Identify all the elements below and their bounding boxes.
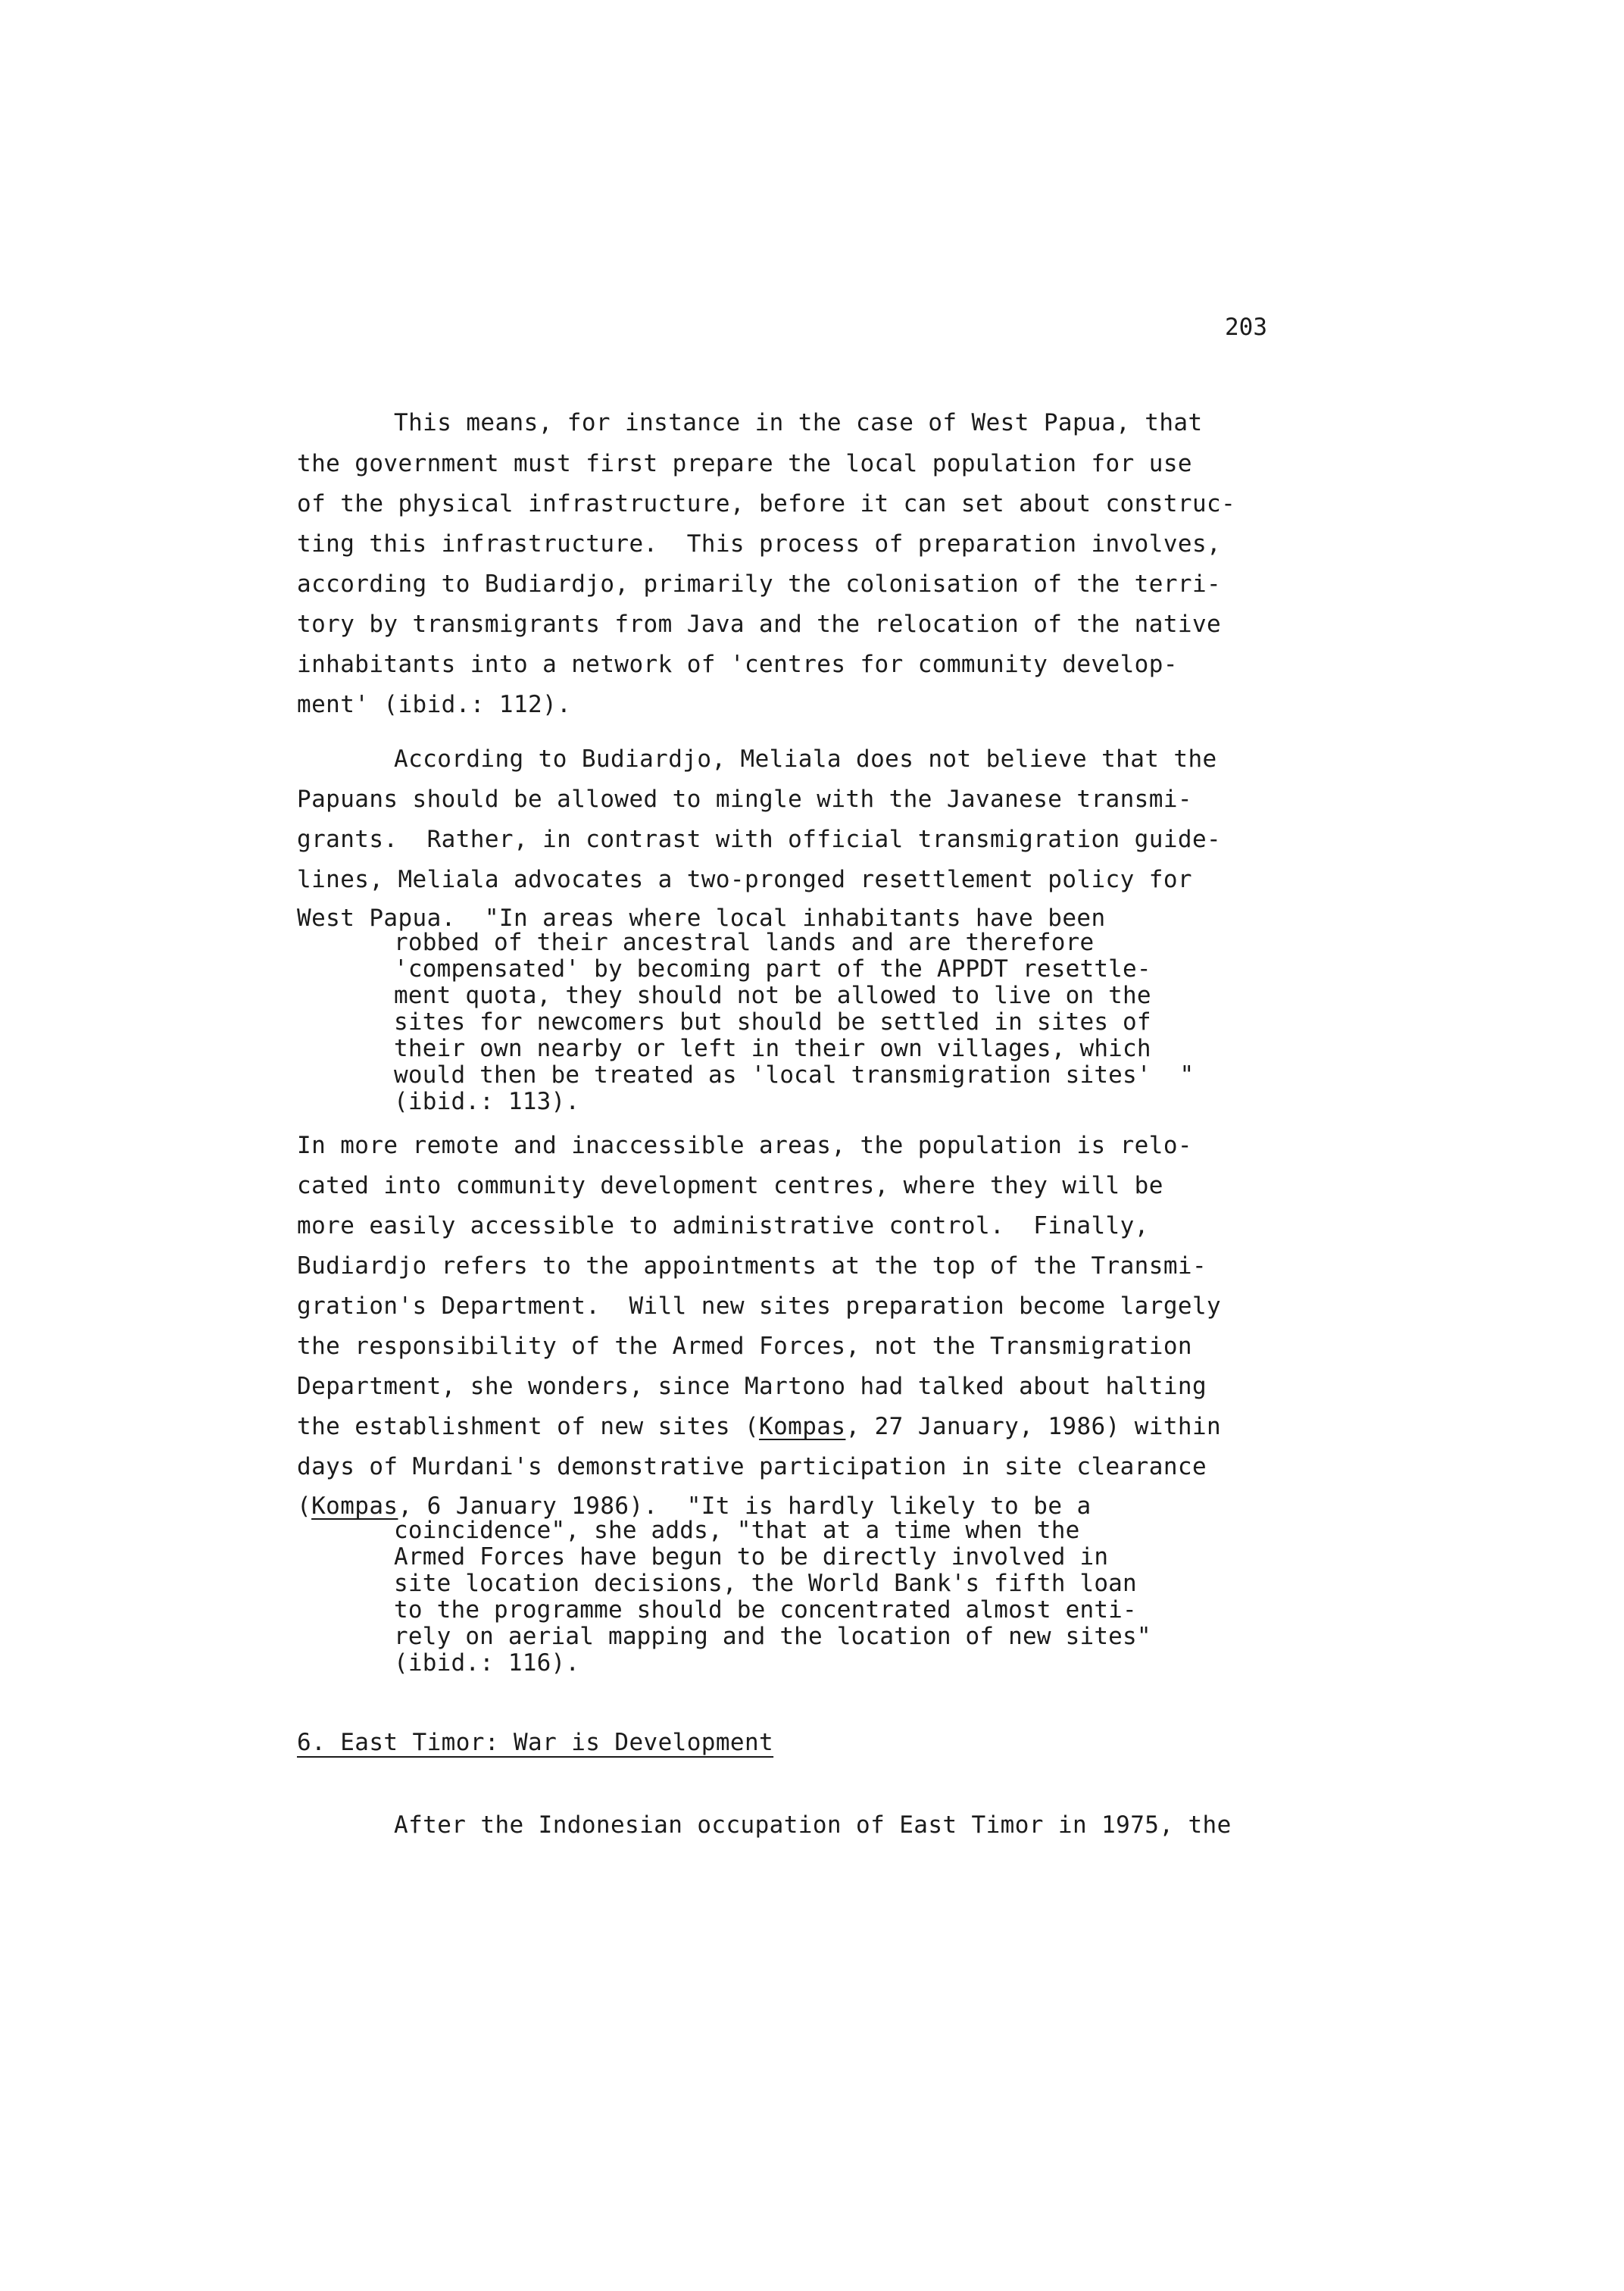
quote-line: Armed Forces have begun to be directly involved in: [394, 1543, 1109, 1571]
text-line: cated into community development centres, where they will be: [297, 1172, 1163, 1199]
text-line: West Papua. "In areas where local inhabitants have been: [297, 905, 1106, 932]
text-line: According to Budiardjo, Meliala does not believe that the: [394, 745, 1217, 773]
text-line: the government must first prepare the local population for use: [297, 450, 1192, 477]
text-line: lines, Meliala advocates a two-pronged resettlement policy for: [297, 866, 1192, 893]
quote-line: ment quota, they should not be allowed to live on the: [394, 982, 1151, 1009]
text-line: inhabitants into a network of 'centres for community develop-: [297, 651, 1178, 678]
text-line: [297, 1411, 1221, 1442]
section-heading: 6. East Timor: War is Development: [297, 1729, 774, 1756]
text-line: the responsibility of the Armed Forces, not the Transmigration: [297, 1333, 1192, 1360]
text-line: Department, she wonders, since Martono had talked about halting: [297, 1373, 1207, 1400]
text-line: After the Indonesian occupation of East Timor in 1975, the: [394, 1811, 1232, 1839]
citation-kompas: Kompas: [759, 1413, 846, 1440]
page-number: 203: [1225, 314, 1267, 341]
text-line: according to Budiardjo, primarily the colonisation of the terri-: [297, 570, 1222, 598]
text-line: tory by transmigrants from Java and the relocation of the native: [297, 611, 1222, 638]
quote-line: sites for newcomers but should be settled in sites of: [394, 1008, 1151, 1036]
quote-line: would then be treated as 'local transmigration sites' ": [394, 1061, 1195, 1089]
text-line: This means, for instance in the case of West Papua, that: [394, 409, 1203, 436]
quote-line: rely on aerial mapping and the location of new sites": [394, 1623, 1151, 1650]
quote-line: to the programme should be concentrated almost enti-: [394, 1596, 1137, 1624]
text-line: days of Murdani's demonstrative participation in site clearance: [297, 1453, 1207, 1480]
text-line: Papuans should be allowed to mingle with the Javanese transmi-: [297, 786, 1192, 813]
quote-line: their own nearby or left in their own villages, which: [394, 1035, 1151, 1062]
text-line: of the physical infrastructure, before it can set about construc-: [297, 490, 1236, 517]
text-line: ting this infrastructure. This process of preparation involves,: [297, 530, 1222, 558]
text-fragment: , 6 January 1986). "It is hardly likely to be a: [398, 1492, 1092, 1520]
text-fragment: , 27 January, 1986) within: [845, 1413, 1222, 1440]
quote-line: (ibid.: 116).: [394, 1649, 580, 1677]
quote-line: (ibid.: 113).: [394, 1088, 580, 1115]
text-line: grants. Rather, in contrast with official transmigration guide-: [297, 826, 1222, 853]
text-line: Budiardjo refers to the appointments at the top of the Transmi-: [297, 1252, 1207, 1280]
text-line: In more remote and inaccessible areas, the population is relo-: [297, 1132, 1192, 1159]
text-line: more easily accessible to administrative control. Finally,: [297, 1212, 1149, 1239]
quote-line: site location decisions, the World Bank's fifth loan: [394, 1570, 1137, 1597]
text-fragment: (: [297, 1492, 312, 1520]
quote-line: coincidence", she adds, "that at a time when the: [394, 1517, 1080, 1544]
citation-kompas: Kompas: [311, 1492, 398, 1520]
text-line: ment' (ibid.: 112).: [297, 691, 572, 718]
quote-line: 'compensated' by becoming part of the APPDT resettle-: [394, 955, 1151, 983]
text-line: gration's Department. Will new sites preparation become largely: [297, 1292, 1222, 1320]
quote-line: robbed of their ancestral lands and are therefore: [394, 929, 1095, 956]
text-fragment: the establishment of new sites (: [297, 1413, 760, 1440]
